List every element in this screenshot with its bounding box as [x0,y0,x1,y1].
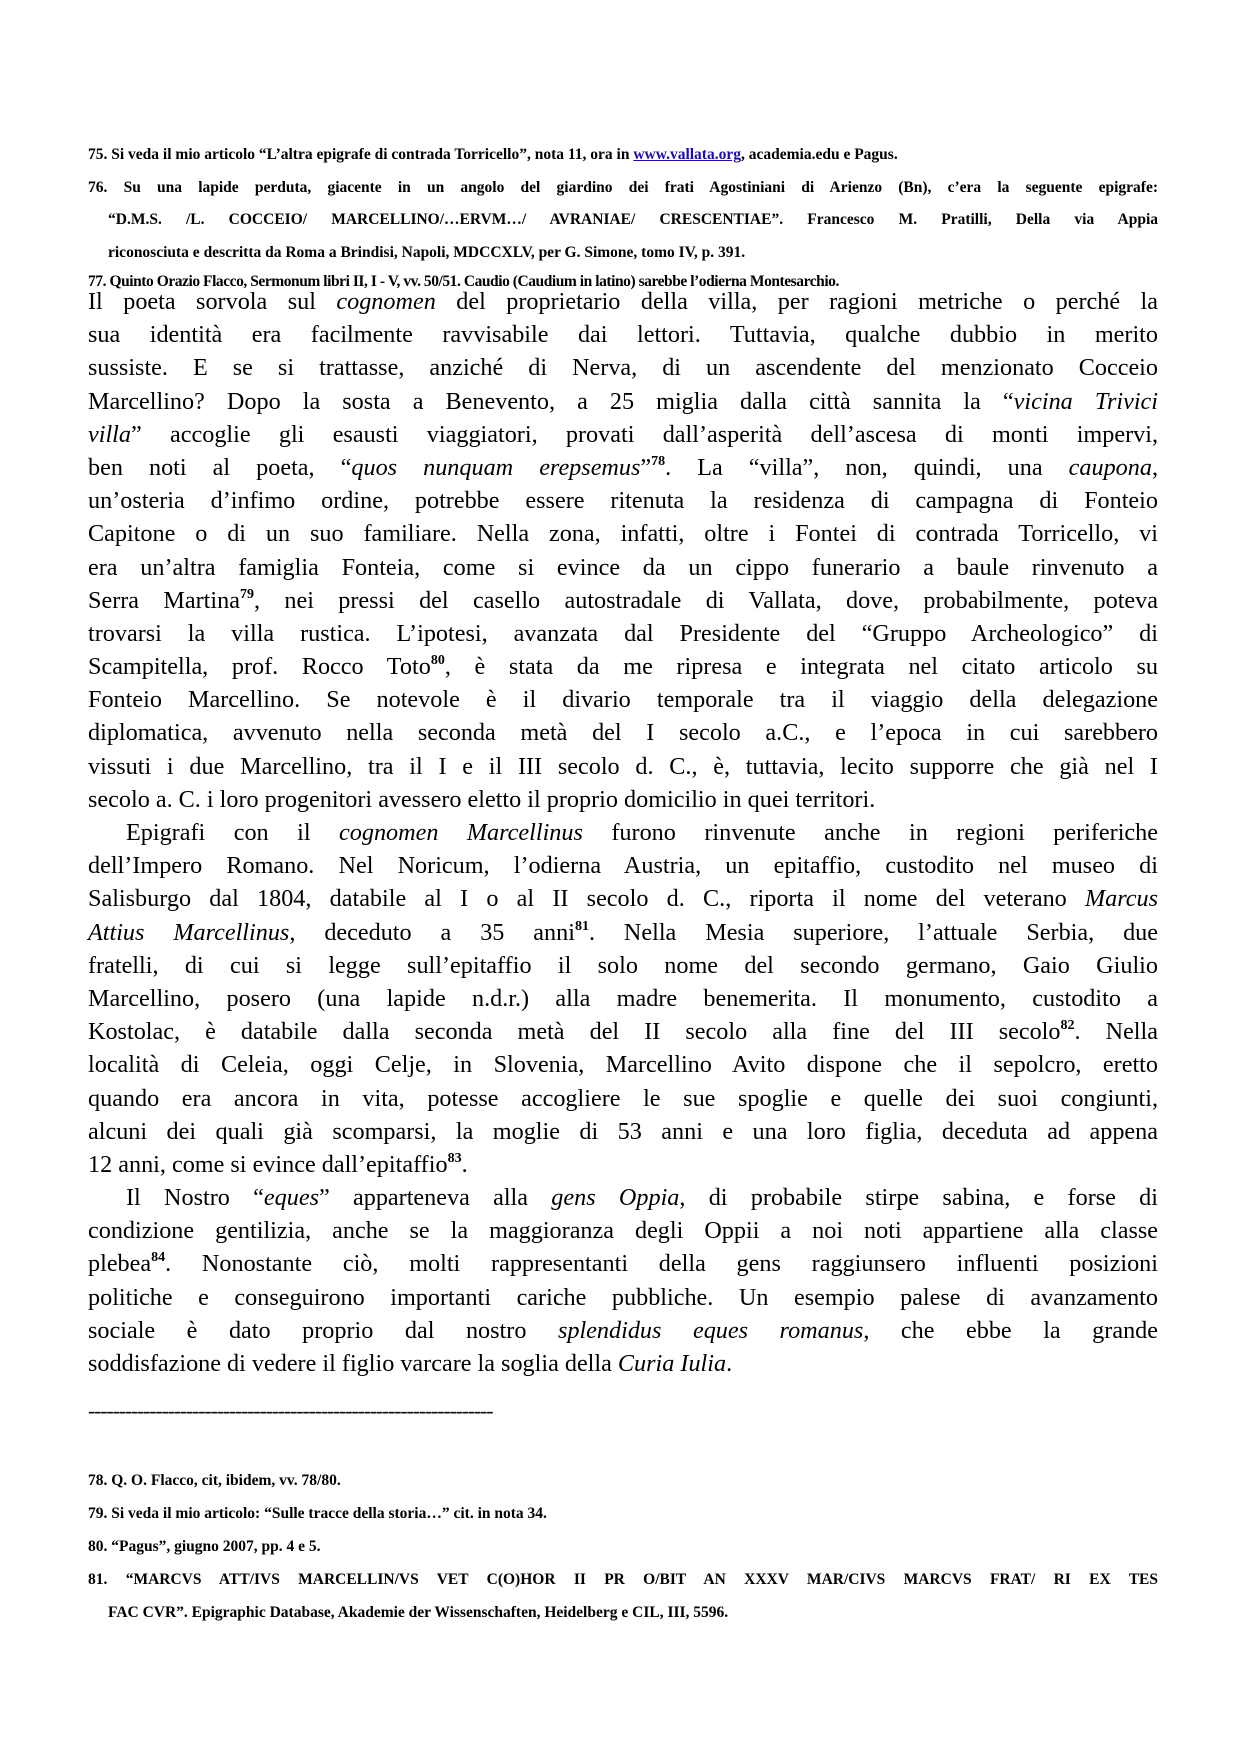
text-line: un’osteria d’infimo ordine, potrebbe essere ritenuta la residenza di campagna di Fonteio [88,487,1158,515]
text-line: villa” accoglie gli esausti viaggiatori, provati dall’asperità dell’ascesa di monti impervi, [88,420,1158,448]
footnote-number: 76. [88,179,108,196]
footnote-number: 78. [88,1472,108,1489]
text-line: Attius Marcellinus, deceduto a 35 anni$^{81}$. Nella Mesia superiore, l’attuale Serbia, due [88,918,1159,946]
footnote-78: 78. Q. O. Flacco, cit, ibidem, vv. 78/80. [88,1472,341,1489]
footnote-ref-79[interactable]: 79 [239,586,254,602]
footnote-75: 75. Si veda il mio articolo “L’altra epigrafe di contrada Torricello”, nota 11, ora in www.vallata.org, academia.edu e Pagus. [88,146,898,163]
footnote-76-line1: 76. Su una lapide perduta, giacente in un angolo del giardino dei frati Agostiniani di Arienzo (Bn), c’era la seguente epigrafe: [88,179,1158,196]
footnote-79: 79. Si veda il mio articolo: “Sulle tracce della storia…” cit. in nota 34. [88,1505,547,1522]
body-text [88,285,1158,1380]
footnote-ref-82[interactable]: 82 [1060,1018,1075,1034]
text-line: Epigrafi con il cognomen Marcellinus furono rinvenute anche in regioni periferiche [126,819,1158,846]
footnote-number: 75. [88,146,108,163]
footnote-ref-80[interactable]: 80 [430,653,445,669]
footnote-ref-83[interactable]: 83 [447,1150,462,1166]
text-line: diplomatica, avvenuto nella seconda metà del I secolo a.C., e l’epoca in cui sarebbero [88,719,1158,747]
text-line: alcuni dei quali già scomparsi, la moglie di 53 anni e una loro figlia, deceduta ad appena [88,1117,1158,1145]
text-line: soddisfazione di vedere il figlio varcare la soglia della Curia Iulia. [88,1350,733,1377]
footnote-77: 77. Quinto Orazio Flacco, Sermonum libri II, I - V, vv. 50/51. Caudio (Caudium in latino) sarebbe l’odierna Montesarchio. [88,273,839,290]
text-line: sua identità era facilmente ravvisabile dai lettori. Tuttavia, qualche dubbio in merito [88,321,1158,349]
text-line: trovarsi la villa rustica. L’ipotesi, avanzata dal Presidente del “Gruppo Archeologico” di [88,619,1158,647]
text-line: Fonteio Marcellino. Se notevole è il divario temporale tra il viaggio della delegazione [88,686,1158,714]
text-line: politiche e conseguirono importanti cariche pubbliche. Un esempio palese di avanzamento [88,1283,1158,1311]
text-line: era un’altra famiglia Fonteia, come si evince da un cippo funerario a baule rinvenuto a [88,553,1158,581]
footnote-76-line3: riconosciuta e descritta da Roma a Brindisi, Napoli, MDCCXLV, per G. Simone, tomo IV, p. 391. [108,244,746,261]
footnote-80: 80. “Pagus”, giugno 2007, pp. 4 e 5. [88,1538,321,1555]
text-line: Salisburgo dal 1804, databile al I o al II secolo d. C., riporta il nome del veterano Marcus [88,885,1158,913]
paragraph-2 [88,816,1158,1181]
text-line: Capitone o di un suo familiare. Nella zona, infatti, oltre i Fontei di contrada Torricello, vi [88,520,1158,548]
footnote-number: 77. [88,273,107,290]
text-line: Il poeta sorvola sul cognomen del proprietario della villa, per ragioni metriche o perché la [88,288,1159,315]
text-line: Serra Martina$^{79}$, nei pressi del casello autostradale di Vallata, dove, probabilmente, poteva [88,586,1158,614]
text-line: fratelli, di cui si legge sull’epitaffio il solo nome del secondo germano, Gaio Giulio [88,951,1158,979]
text-line: Il Nostro “eques” apparteneva alla gens Oppia, di probabile stirpe sabina, e forse di [126,1184,1158,1212]
text-line: Kostolac, è databile dalla seconda metà del II secolo alla fine del III secolo$^{82}$. Nella [88,1018,1158,1046]
text-line: dell’Impero Romano. Nel Noricum, l’odierna Austria, un epitaffio, custodito nel museo di [88,852,1158,880]
text-line: secolo a. C. i loro progenitori avessero eletto il proprio domicilio in quei territori. [88,785,876,813]
text-line: 12 anni, come si evince dall’epitaffio$^{83}$. [88,1150,468,1178]
text-line: sociale è dato proprio dal nostro splendidus eques romanus, che ebbe la grande [88,1316,1158,1344]
footnote-number: 79. [88,1505,108,1522]
text-line: Marcellino? Dopo la sosta a Benevento, a 25 miglia dalla città sannita la “vicina Trivici [88,387,1158,415]
footnote-81-line1: 81. “MARCVS ATT/IVS MARCELLIN/VS VET C(O)HOR II PR O/BIT AN XXXV MAR/CIVS MARCVS FRAT/ RI EX TES [88,1571,1159,1588]
text-line: Scampitella, prof. Rocco Toto$^{80}$, è stata da me ripresa e integrata nel citato articolo su [88,653,1159,681]
text-line: quando era ancora in vita, potesse accogliere le sue spoglie e quelle dei suoi congiunti, [88,1084,1158,1112]
text-line: Marcellino, posero (una lapide n.d.r.) alla madre benemerita. Il monumento, custodito a [88,984,1158,1012]
footnote-separator: ------------------------------------------------------------------ [88,1398,493,1423]
text-line: condizione gentilizia, anche se la maggioranza degli Oppii a noi noti appartiene alla classe [88,1217,1158,1245]
footnote-ref-84[interactable]: 84 [151,1250,166,1266]
footnote-number: 81. [88,1571,108,1588]
footnote-ref-81[interactable]: 81 [574,918,589,934]
text-line: vissuti i due Marcellino, tra il I e il III secolo d. C., è, tuttavia, lecito supporre che già nel I [88,752,1158,780]
paragraph-3 [88,1181,1158,1380]
footnote-number: 80. [88,1538,108,1555]
text-line: ben noti al poeta, “quos nunquam erepsemus”$^{78}$. La “villa”, non, quindi, una caupona, [88,453,1158,481]
footnote-ref-78[interactable]: 78 [651,453,666,469]
text-line: sussiste. E se si trattasse, anziché di Nerva, di un ascendente del menzionato Cocceio [88,354,1158,382]
paragraph-1 [88,285,1158,816]
vallata-link[interactable]: www.vallata.org [633,146,741,163]
footnote-76-line2: “D.M.S. /L. COCCEIO/ MARCELLINO/…ERVM…/ AVRANIAE/ CRESCENTIAE”. Francesco M. Pratilli, Della via Appia [108,211,1158,228]
text-line: plebea$^{84}$. Nonostante ciò, molti rappresentanti della gens raggiunsero influenti posizioni [88,1250,1158,1278]
text-line: località di Celeia, oggi Celje, in Slovenia, Marcellino Avito dispone che il sepolcro, eretto [88,1051,1158,1079]
footnote-81-line2: FAC CVR”. Epigraphic Database, Akademie der Wissenschaften, Heidelberg e CIL, III, 5596. [108,1604,729,1621]
